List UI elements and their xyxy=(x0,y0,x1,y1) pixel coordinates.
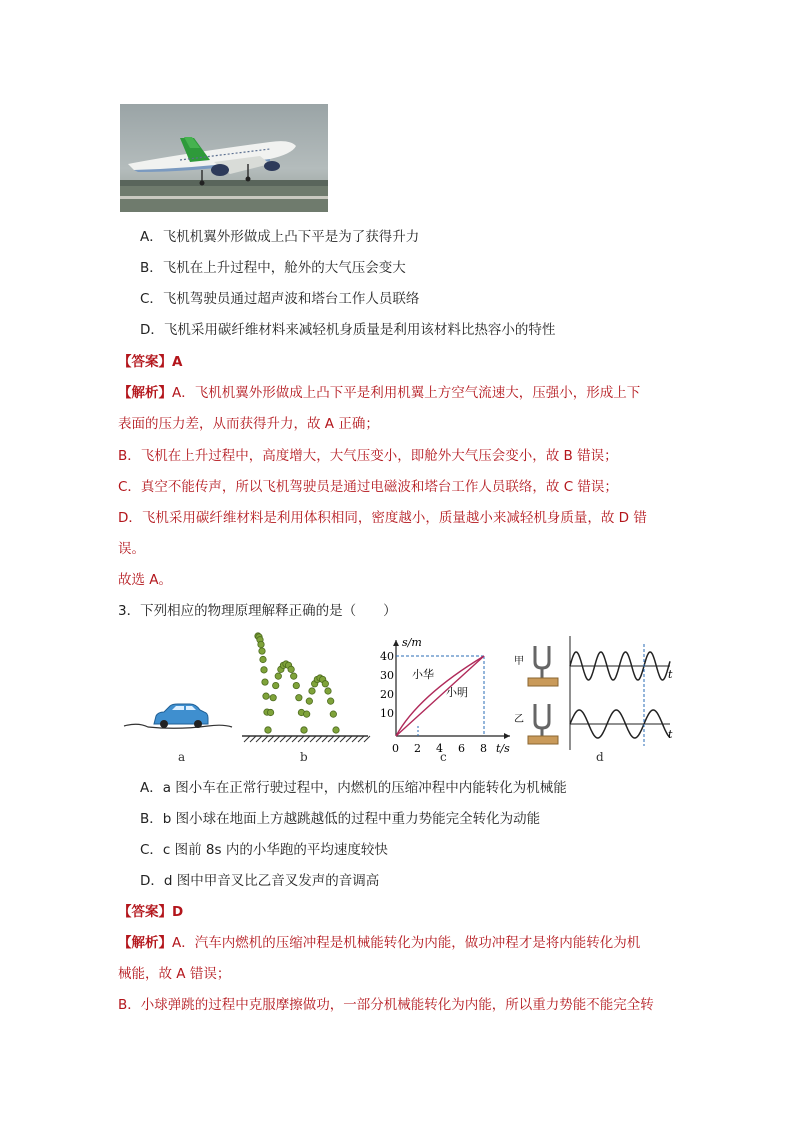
ball-position xyxy=(267,709,273,715)
ball-position xyxy=(333,727,339,733)
figure-c-graph xyxy=(380,636,510,755)
graph-c-series-xiaoming: 小明 xyxy=(446,686,468,699)
ball-position xyxy=(301,727,307,733)
ball-position xyxy=(303,711,309,717)
graph-c-y-tick-30: 30 xyxy=(380,669,394,682)
ground-hatch xyxy=(316,736,322,742)
ball-position xyxy=(261,667,267,673)
figure-b-ground xyxy=(242,736,370,742)
ball-position xyxy=(291,673,297,679)
q2-analysis-text-1: A．飞机机翼外形做成上凸下平是利用机翼上方空气流速大，压强小，形成上下 xyxy=(172,385,641,401)
q3-analysis-label: 【解析】 xyxy=(118,935,172,951)
q3-option-c: C．c 图前 8s 内的小华跑的平均速度较快 xyxy=(140,842,388,858)
ground-hatch xyxy=(262,736,268,742)
graph-c-x-axis-label: t/s xyxy=(496,742,510,755)
q3-option-d: D．d 图中甲音叉比乙音叉发声的音调高 xyxy=(140,873,380,889)
figure-a-car xyxy=(124,704,232,728)
ground-hatch xyxy=(352,736,358,742)
fork-label-yi: 乙 xyxy=(514,714,524,725)
graph-c-y-axis-label: s/m xyxy=(402,636,422,649)
q3-answer-value: D xyxy=(172,904,184,920)
graph-c-x-tick-2: 2 xyxy=(414,742,421,755)
ground-hatch xyxy=(364,736,370,742)
ball-position xyxy=(322,681,328,687)
figure-label-b: b xyxy=(300,750,308,764)
graph-c-x-tick-8: 8 xyxy=(480,742,487,755)
fork-label-jia: 甲 xyxy=(514,656,524,667)
graph-c-x-tick-6: 6 xyxy=(458,742,465,755)
q2-option-a: A．飞机机翼外形做成上凸下平是为了获得升力 xyxy=(140,229,420,245)
q2-analysis-line-3: B．飞机在上升过程中，高度增大，大气压变小，即舱外大气压会变小，故 B 错误； xyxy=(118,448,618,464)
ground-hatch xyxy=(256,736,262,742)
q3-analysis-line-1 xyxy=(118,933,640,953)
ground-hatch xyxy=(280,736,286,742)
figure-label-d: d xyxy=(596,750,604,764)
ball-position xyxy=(296,694,302,700)
graph-c-series-xiaohua: 小华 xyxy=(412,668,434,681)
q3-analysis-line-3: B．小球弹跳的过程中克服摩擦做功，一部分机械能转化为内能，所以重力势能不能完全转 xyxy=(118,997,654,1013)
ball-position xyxy=(275,673,281,679)
ground-hatch xyxy=(328,736,334,742)
tuning-fork-jia xyxy=(528,646,558,686)
q2-analysis-label: 【解析】 xyxy=(118,385,172,401)
ground-hatch xyxy=(274,736,280,742)
q2-option-b: B．飞机在上升过程中，舱外的大气压会变大 xyxy=(140,260,406,276)
ball-position xyxy=(306,698,312,704)
ground-hatch xyxy=(304,736,310,742)
ball-position xyxy=(325,688,331,694)
ball-position xyxy=(270,694,276,700)
ball-position xyxy=(309,688,315,694)
ground-hatch xyxy=(334,736,340,742)
ball-position xyxy=(288,666,294,672)
ball-position xyxy=(259,648,265,654)
ground-hatch xyxy=(310,736,316,742)
q2-option-d: D．飞机采用碳纤维材料来减轻机身质量是利用该材料比热容小的特性 xyxy=(140,322,556,338)
q2-analysis-line-6: 误。 xyxy=(118,541,145,557)
ball-position xyxy=(263,693,269,699)
q3-answer xyxy=(118,902,183,922)
ground-hatch xyxy=(244,736,250,742)
q3-analysis-text-1: A．汽车内燃机的压缩冲程是机械能转化为内能，做功冲程才是将内能转化为机 xyxy=(172,935,641,951)
airplane-photo xyxy=(120,104,328,212)
ball-position xyxy=(260,656,266,662)
q2-answer-label: 【答案】 xyxy=(118,354,172,370)
q3-figure xyxy=(118,626,678,770)
graph-c-y-tick-10: 10 xyxy=(380,707,394,720)
figure-label-a: a xyxy=(178,750,186,764)
ball-position xyxy=(330,711,336,717)
q3-answer-label: 【答案】 xyxy=(118,904,172,920)
q3-option-a: A．a 图小车在正常行驶过程中，内燃机的压缩冲程中内能转化为机械能 xyxy=(140,780,567,796)
ball-position xyxy=(265,727,271,733)
graph-c-x-tick-4: 4 xyxy=(436,742,443,755)
q2-answer xyxy=(118,352,182,372)
ground-hatch xyxy=(358,736,364,742)
ball-position xyxy=(327,698,333,704)
graph-c-y-tick-20: 20 xyxy=(380,688,394,701)
q2-analysis-line-4: C．真空不能传声，所以飞机驾驶员是通过电磁波和塔台工作人员联络，故 C 错误； xyxy=(118,479,618,495)
wave-t-label-top: t xyxy=(668,668,673,681)
figure-label-c: c xyxy=(440,750,447,764)
q2-analysis-line-7: 故选 A。 xyxy=(118,572,173,588)
ground-hatch xyxy=(268,736,274,742)
wave-t-label-bottom: t xyxy=(668,728,673,741)
q2-answer-value: A xyxy=(172,354,183,370)
ball-position xyxy=(262,679,268,685)
q2-analysis-line-2: 表面的压力差，从而获得升力，故 A 正确； xyxy=(118,416,379,432)
ground-hatch xyxy=(346,736,352,742)
ground-hatch xyxy=(286,736,292,742)
ground-hatch xyxy=(340,736,346,742)
figure-d xyxy=(514,636,673,750)
ground-hatch xyxy=(292,736,298,742)
ball-position xyxy=(293,682,299,688)
graph-c-y-tick-40: 40 xyxy=(380,650,394,663)
ground-hatch xyxy=(298,736,304,742)
ball-position xyxy=(258,641,264,647)
q2-analysis-line-5: D．飞机采用碳纤维材料是利用体积相同，密度越小，质量越小来减轻机身质量，故 D 错 xyxy=(118,510,647,526)
ground-hatch xyxy=(322,736,328,742)
q3-stem: 3．下列相应的物理原理解释正确的是（ ） xyxy=(118,603,397,619)
q2-option-c: C．飞机驾驶员通过超声波和塔台工作人员联络 xyxy=(140,291,420,307)
ball-position xyxy=(273,682,279,688)
ground-hatch xyxy=(250,736,256,742)
q3-analysis-line-2: 械能，故 A 错误； xyxy=(118,966,231,982)
graph-c-x-tick-0: 0 xyxy=(392,742,399,755)
figure-b-bouncing-ball xyxy=(255,633,339,733)
q3-option-b: B．b 图小球在地面上方越跳越低的过程中重力势能完全转化为动能 xyxy=(140,811,541,827)
tuning-fork-yi xyxy=(528,704,558,744)
q2-analysis-line-1 xyxy=(118,383,640,403)
